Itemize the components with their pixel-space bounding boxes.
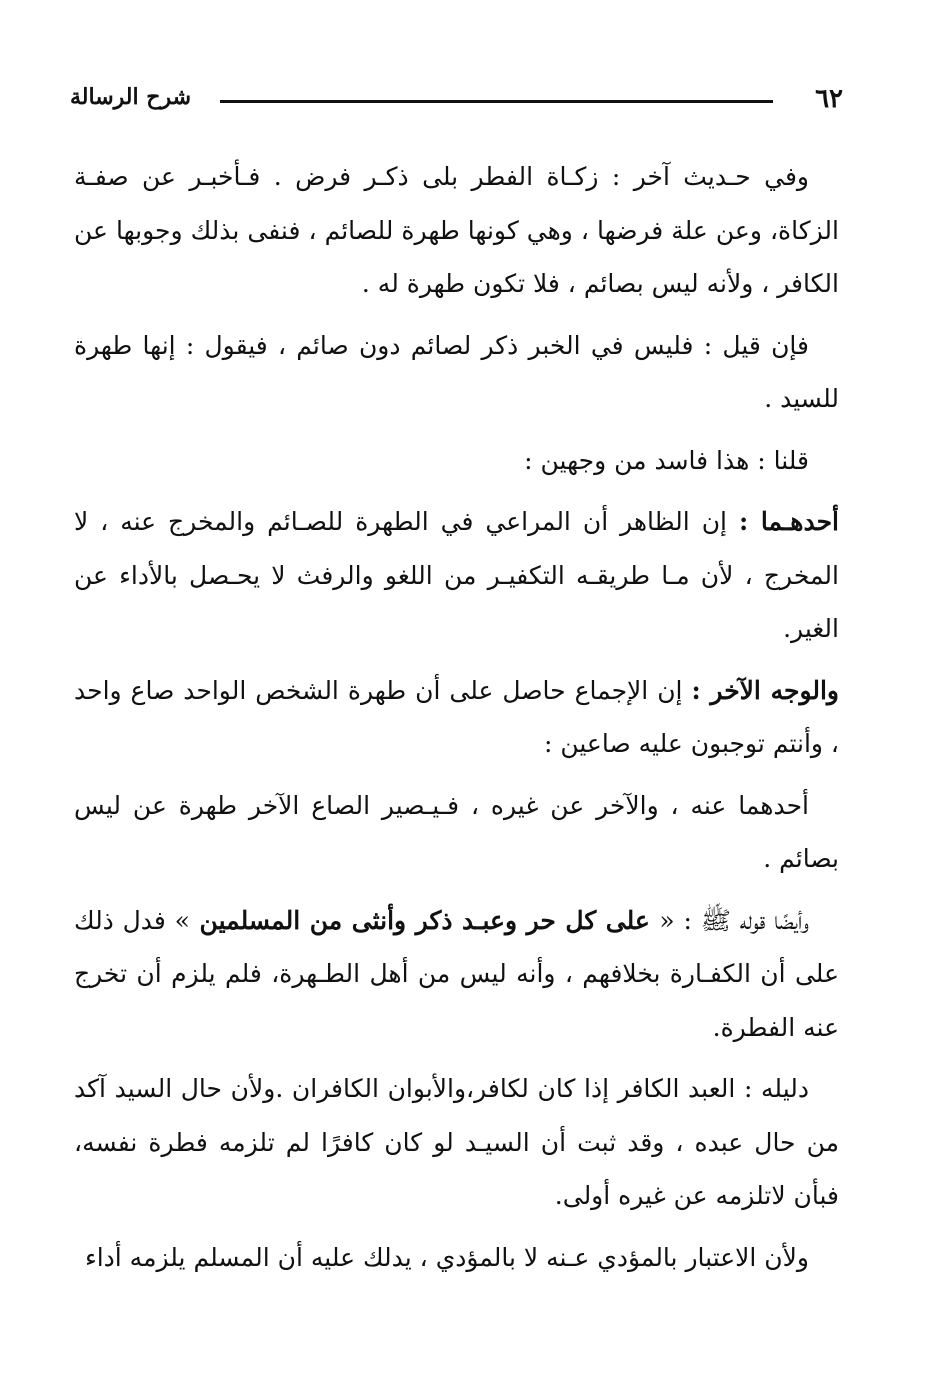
page-number: ٦٢ [815,84,843,114]
paragraph [74,779,839,886]
paragraph-text: » فدل ذلك على أن الكفـارة بخلافهم ، وأنه ليس من أهل الطـهرة، فلم يلزم أن تخرج عنه الفطرة. [74,905,839,1042]
paragraph-text: إن الإجماع حاصل على أن طهرة الشخص الواحد صاع واحد ، وأنتم توجبون عليه صاعين : [74,675,839,758]
paragraph-text: أحدهما عنه ، والآخر عن غيره ، فـيـصير الصاع الآخر طهرة عن ليس بصائم . [74,790,839,873]
paragraph [74,1231,839,1285]
page-body [74,150,839,1292]
paragraph [74,150,839,311]
paragraph-text: دليله : العبد الكافر إذا كان لكافر،والأبوان الكافران .ولأن حال السيد آكد من حال عبده ، وقد ثبت أن السيـد لو كان كافرًا لم تلزمه فطرة نفسه، فبأن لاتلزمه عن غيره أولى. [74,1074,839,1210]
paragraph-lead: والوجه الآخر : [691,675,839,705]
running-title: شرح الرسالة [70,84,192,110]
paragraph [74,434,839,488]
paragraph [74,495,839,656]
paragraph [74,319,839,426]
paragraph-text: وأيضًا قوله ﷺ : « [659,905,809,935]
page-header [70,78,843,118]
paragraph-text: فإن قيل : فليس في الخبر ذكر لصائم دون صائم ، فيقول : إنها طهرة للسيد . [74,330,839,413]
header-rule [220,100,773,103]
paragraph [74,1062,839,1223]
paragraph-text: وفي حـديث آخر : زكـاة الفطر بلى ذكـر فرض . فـأخبـر عن صفـة الزكاة، وعن علة فرضها ، وهي كونها طهرة للصائم ، فنفى بذلك وجوبها عن الكافر ، ولأنه ليس بصائم ، فلا تكون طهرة له . [74,162,839,298]
paragraph [74,894,839,1055]
paragraph-text: قلنا : هذا فاسد من وجهين : [524,445,809,475]
paragraph [74,664,839,771]
hadith-quote: على كل حر وعبـد ذكر وأنثى من المسلمين [189,905,660,935]
paragraph-lead: أحدهـما : [738,507,839,536]
paragraph-text: إن الظاهر أن المراعي في الطهرة للصـائم والمخرج عنه ، لا المخرج ، لأن مـا طريقـه التكفيـر من اللغو والرفث لا يحـصل بالأداء عن الغير. [74,507,839,643]
paragraph-text: ولأن الاعتبار بالمؤدي عـنه لا بالمؤدي ، يدلك عليه أن المسلم يلزمه أداء [84,1242,809,1272]
